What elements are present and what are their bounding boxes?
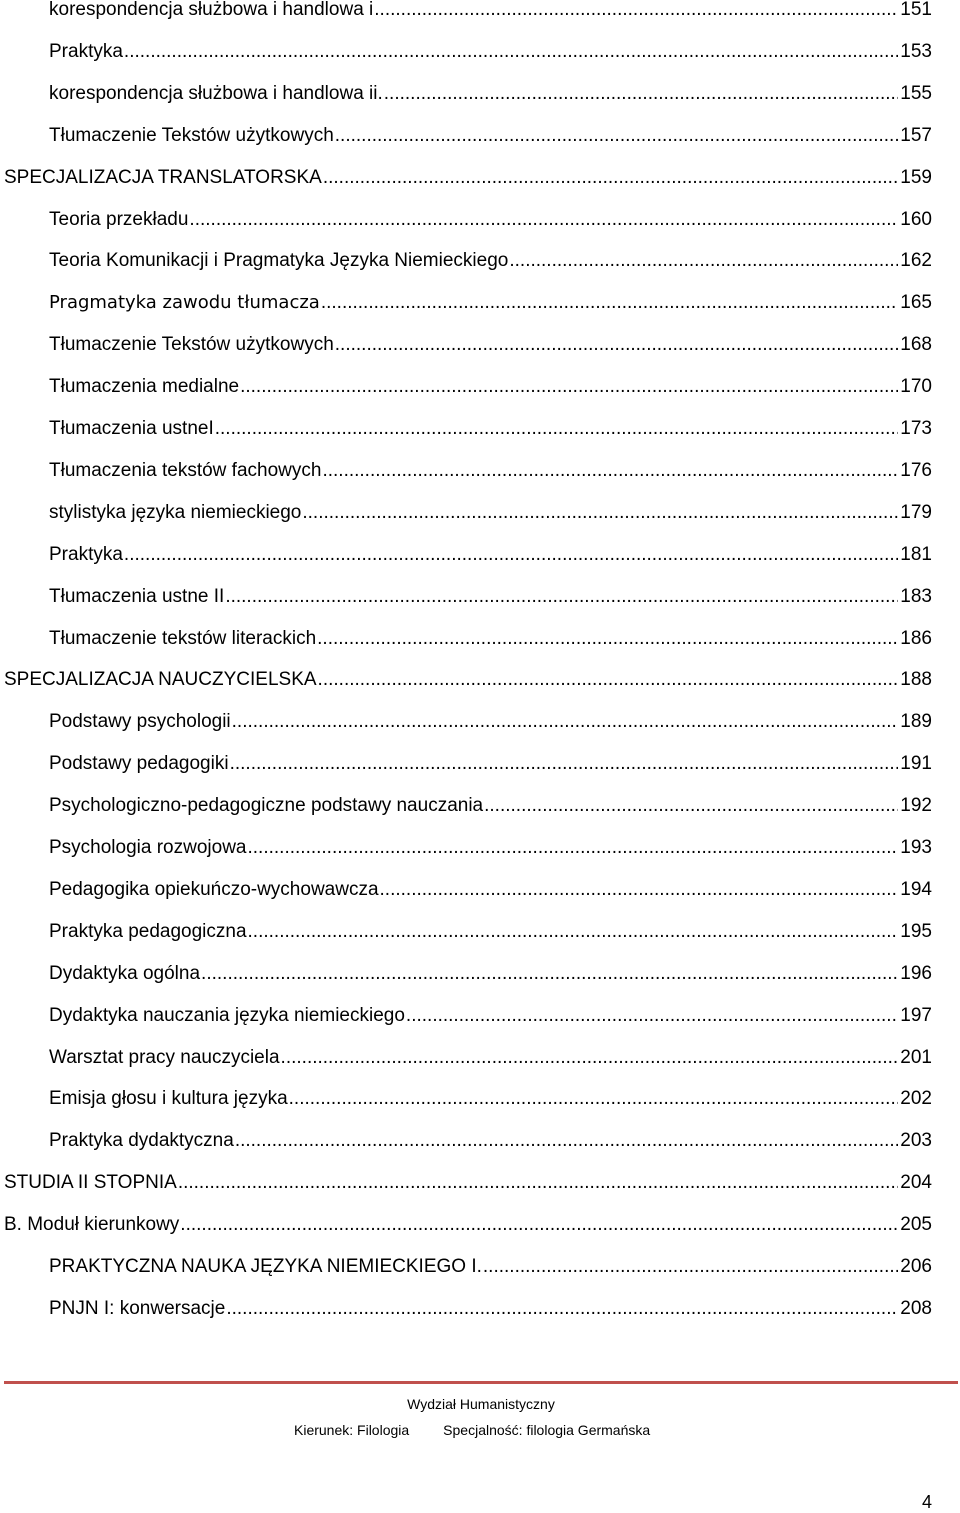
- toc-entry[interactable]: [49, 37, 932, 67]
- toc-entry[interactable]: [49, 749, 932, 779]
- toc-entry-page: 170: [900, 376, 932, 398]
- toc-entry-title: Dydaktyka nauczania języka niemieckiego: [49, 1004, 405, 1026]
- toc-entry[interactable]: [49, 1001, 932, 1031]
- toc-entry[interactable]: [49, 246, 932, 276]
- toc-dot-leader: [289, 1084, 899, 1114]
- toc-entry-title: stylistyka języka niemieckiego: [49, 501, 302, 523]
- toc-dot-leader: [124, 540, 898, 570]
- toc-entry-title: Podstawy psychologii: [49, 711, 231, 733]
- toc-entry-page: 208: [900, 1297, 932, 1319]
- toc-dot-leader: [225, 582, 898, 612]
- toc-entry[interactable]: [49, 121, 932, 151]
- toc-entry-page: 179: [900, 501, 932, 523]
- toc-dot-leader: [406, 1001, 898, 1031]
- toc-entry[interactable]: [49, 540, 932, 570]
- toc-entry-page: 159: [900, 166, 932, 188]
- toc-entry[interactable]: [49, 288, 932, 318]
- toc-dot-leader: [335, 330, 899, 360]
- toc-entry[interactable]: [49, 1252, 932, 1282]
- toc-entry-page: 168: [900, 334, 932, 356]
- toc-entry-title: Emisja głosu i kultura języka: [49, 1088, 288, 1110]
- toc-entry-page: 202: [900, 1088, 932, 1110]
- toc-dot-leader: [384, 79, 899, 109]
- toc-dot-leader: [322, 456, 898, 486]
- toc-entry-title: Praktyka pedagogiczna: [49, 920, 247, 942]
- toc-entry[interactable]: [49, 1126, 932, 1156]
- toc-entry-page: 176: [900, 459, 932, 481]
- toc-entry[interactable]: [49, 917, 932, 947]
- toc-entry-title: Teoria Komunikacji i Pragmatyka Języka Niemieckiego: [49, 250, 509, 272]
- toc-entry[interactable]: [49, 1084, 932, 1114]
- toc-entry-page: 194: [900, 878, 932, 900]
- toc-entry-title: Tłumaczenie tekstów literackich: [49, 627, 317, 649]
- toc-entry-page: 206: [900, 1256, 932, 1277]
- toc-entry-title: PNJN I: konwersacje: [49, 1297, 226, 1319]
- footer-divider: [4, 1381, 958, 1384]
- toc-entry-title: Teoria przekładu: [49, 208, 189, 230]
- toc-entry-page: 191: [900, 753, 932, 775]
- toc-dot-leader: [226, 1294, 898, 1324]
- toc-entry-title: Psychologia rozwojowa: [49, 837, 247, 858]
- toc-dot-leader: [380, 875, 899, 905]
- toc-entry-page: 196: [900, 962, 932, 984]
- toc-entry-page: 186: [900, 627, 932, 649]
- toc-dot-leader: [215, 414, 899, 444]
- toc-entry-page: 203: [900, 1130, 932, 1152]
- toc-dot-leader: [302, 498, 898, 528]
- toc-entry[interactable]: [4, 163, 932, 193]
- toc-entry-title: SPECJALIZACJA NAUCZYCIELSKA: [4, 669, 317, 691]
- toc-dot-leader: [317, 624, 898, 654]
- toc-entry[interactable]: [49, 330, 932, 360]
- toc-entry-page: 197: [900, 1004, 932, 1026]
- footer-details: [294, 1422, 650, 1438]
- toc-entry[interactable]: [49, 0, 932, 25]
- toc-entry-title: Tłumaczenie Tekstów użytkowych: [49, 124, 334, 146]
- toc-entry-title: Dydaktyka ogólna: [49, 962, 201, 984]
- toc-entry[interactable]: [49, 79, 932, 109]
- toc-dot-leader: [240, 372, 898, 402]
- footer-field: Kierunek: Filologia: [294, 1422, 410, 1438]
- toc-entry-page: 160: [900, 208, 932, 230]
- toc-entry[interactable]: [4, 665, 932, 695]
- toc-entry[interactable]: [49, 833, 932, 863]
- toc-entry-title: SPECJALIZACJA TRANSLATORSKA: [4, 166, 322, 188]
- toc-entry[interactable]: [49, 414, 932, 444]
- toc-entry-page: 183: [900, 585, 932, 607]
- toc-entry-title: STUDIA II STOPNIA: [4, 1172, 177, 1194]
- toc-entry-page: 173: [900, 418, 932, 439]
- toc-entry-page: 162: [900, 250, 932, 272]
- toc-entry-page: 195: [900, 920, 932, 942]
- toc-entry[interactable]: [49, 959, 932, 989]
- toc-dot-leader: [201, 959, 898, 989]
- toc-entry-title: PRAKTYCZNA NAUKA JĘZYKA NIEMIECKIEGO I.: [49, 1256, 482, 1277]
- toc-entry-title: Tłumaczenia tekstów fachowych: [49, 459, 322, 481]
- toc-entry-page: 181: [900, 543, 932, 565]
- toc-entry-title: Pedagogika opiekuńczo-wychowawcza: [49, 878, 379, 900]
- toc-dot-leader: [374, 0, 898, 25]
- toc-entry-page: 189: [900, 711, 932, 733]
- toc-entry-page: 193: [900, 837, 932, 858]
- toc-dot-leader: [232, 707, 899, 737]
- toc-dot-leader: [509, 246, 898, 276]
- toc-entry-title: Praktyka dydaktyczna: [49, 1130, 234, 1152]
- toc-entry-page: 201: [900, 1046, 932, 1068]
- toc-dot-leader: [124, 37, 898, 67]
- toc-entry-title: Tłumaczenia ustne II: [49, 585, 225, 607]
- toc-entry-title: Podstawy pedagogiki: [49, 753, 229, 775]
- toc-entry[interactable]: [49, 582, 932, 612]
- toc-entry[interactable]: [4, 1210, 932, 1240]
- toc-dot-leader: [248, 833, 899, 863]
- toc-entry[interactable]: [49, 624, 932, 654]
- toc-entry-title: Praktyka: [49, 543, 123, 565]
- toc-dot-leader: [235, 1126, 898, 1156]
- toc-entry-title: Pragmatyka zawodu tłumacza: [49, 292, 320, 314]
- toc-entry-title: Tłumaczenia ustneI: [49, 418, 214, 439]
- toc-dot-leader: [180, 1210, 898, 1240]
- toc-entry[interactable]: [49, 456, 932, 486]
- footer-specialization: Specjalność: filologia Germańska: [443, 1422, 651, 1438]
- toc-entry-title: Psychologiczno-pedagogiczne podstawy nauczania: [49, 795, 484, 817]
- toc-entry[interactable]: [4, 1168, 932, 1198]
- toc-entry-title: Warsztat pracy nauczyciela: [49, 1046, 280, 1068]
- toc-entry[interactable]: [49, 1294, 932, 1324]
- toc-entry[interactable]: [49, 791, 932, 821]
- toc-entry[interactable]: [49, 1043, 932, 1073]
- toc-entry-title: korespondencja służbowa i handlowa i: [49, 0, 374, 20]
- toc-dot-leader: [230, 749, 899, 779]
- toc-entry[interactable]: [49, 875, 932, 905]
- toc-entry-page: 204: [900, 1172, 932, 1194]
- toc-dot-leader: [318, 665, 899, 695]
- toc-entry-page: 188: [900, 669, 932, 691]
- toc-dot-leader: [335, 121, 899, 151]
- toc-entry[interactable]: [49, 707, 932, 737]
- toc-entry-page: 165: [900, 292, 932, 314]
- toc-entry-page: 153: [900, 40, 932, 62]
- toc-dot-leader: [248, 917, 899, 947]
- toc-dot-leader: [484, 791, 898, 821]
- toc-entry-page: 155: [900, 82, 932, 104]
- toc-dot-leader: [483, 1252, 898, 1282]
- toc-entry-page: 157: [900, 124, 932, 146]
- footer-faculty: Wydział Humanistyczny: [407, 1396, 555, 1412]
- toc-dot-leader: [321, 288, 898, 318]
- toc-entry-title: Tłumaczenie Tekstów użytkowych: [49, 334, 334, 356]
- toc-dot-leader: [178, 1168, 898, 1198]
- toc-entry-title: Praktyka: [49, 40, 123, 62]
- toc-entry[interactable]: [49, 205, 932, 235]
- toc-dot-leader: [189, 205, 898, 235]
- toc-entry[interactable]: [49, 498, 932, 528]
- toc-entry-page: 192: [900, 795, 932, 817]
- toc-dot-leader: [281, 1043, 899, 1073]
- toc-dot-leader: [323, 163, 898, 193]
- toc-entry-title: B. Moduł kierunkowy: [4, 1214, 180, 1236]
- toc-entry-page: 205: [900, 1214, 932, 1236]
- page-number: 4: [921, 1492, 932, 1512]
- toc-entry-title: korespondencja służbowa i handlowa ii.: [49, 82, 383, 104]
- toc-entry-title: Tłumaczenia medialne: [49, 376, 240, 398]
- toc-entry-page: 151: [900, 0, 932, 20]
- toc-entry[interactable]: [49, 372, 932, 402]
